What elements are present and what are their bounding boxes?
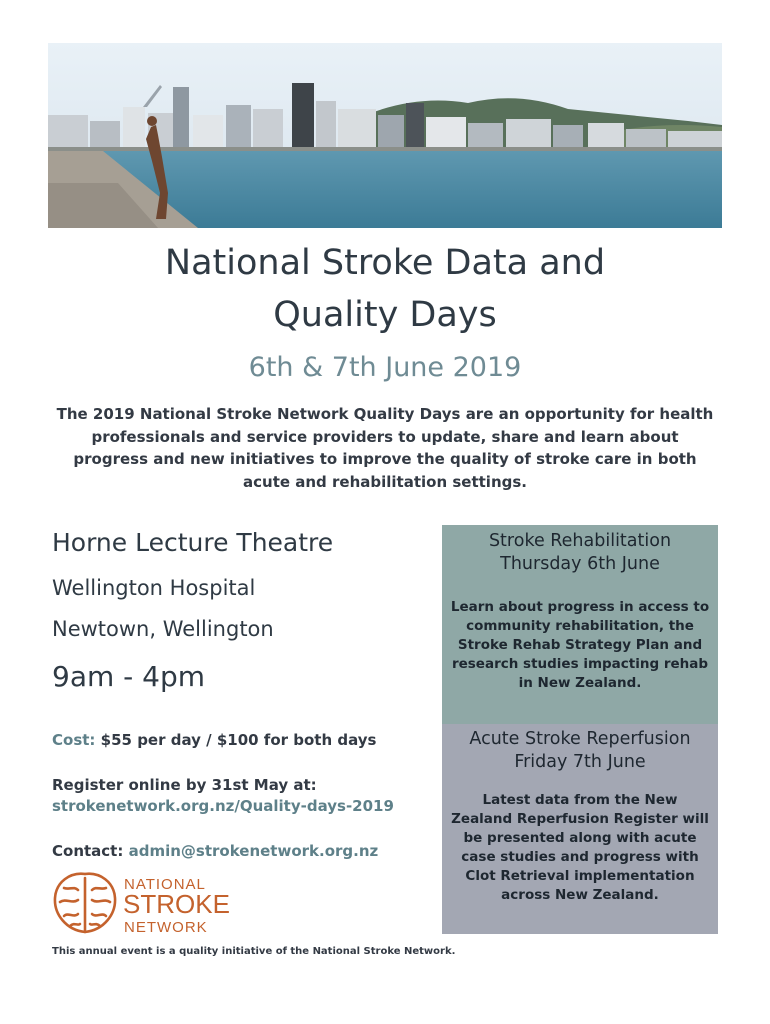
logo-line-3: NETWORK — [124, 919, 208, 936]
panel-rehab-title — [442, 530, 718, 576]
cost-label: Cost: — [52, 731, 96, 749]
panel-rehab-body: Learn about progress in access to community rehabilitation, the Stroke Rehab Strategy Plan and research studies impacting rehab in New Zealand. — [450, 599, 710, 691]
title-line-2: Quality Days — [273, 295, 497, 335]
cost-value: $55 per day / $100 for both days — [100, 731, 377, 749]
register-link[interactable]: strokenetwork.org.nz/Quality-days-2019 — [52, 797, 394, 815]
venue-hospital: Wellington Hospital — [52, 576, 256, 600]
panel-acute-body: Latest data from the New Zealand Reperfusion Register will be presented along with acute case studies and progress with Clot Retrieval implementation across New Zealand. — [451, 792, 709, 903]
brain-icon — [50, 868, 250, 938]
venue-name: Horne Lecture Theatre — [52, 528, 334, 557]
panel-stroke-rehabilitation — [442, 525, 718, 724]
panel-acute-stroke-reperfusion — [442, 724, 718, 934]
panel-acute-title-2: Friday 7th June — [514, 752, 646, 772]
contact-label: Contact: — [52, 842, 124, 860]
logo-line-2: STROKE — [123, 889, 230, 919]
event-time: 9am - 4pm — [52, 660, 206, 693]
venue-suburb: Newtown, Wellington — [52, 617, 274, 641]
panel-rehab-title-1: Stroke Rehabilitation — [488, 531, 672, 551]
event-dates: 6th & 7th June 2019 — [248, 352, 522, 383]
national-stroke-network-logo — [50, 868, 250, 938]
wellington-harbour-photo — [48, 43, 722, 228]
panel-acute-title — [442, 728, 718, 774]
hero-image — [48, 43, 722, 228]
event-title — [0, 237, 770, 341]
logo-line-1: NATIONAL — [124, 876, 206, 893]
cost-info — [52, 731, 376, 749]
footer-note: This annual event is a quality initiative of the National Stroke Network. — [52, 946, 456, 957]
contact-email-link[interactable]: admin@strokenetwork.org.nz — [128, 842, 379, 860]
title-line-1: National Stroke Data and — [164, 243, 606, 283]
panel-acute-title-1: Acute Stroke Reperfusion — [469, 729, 691, 749]
panel-rehab-title-2: Thursday 6th June — [500, 554, 660, 574]
register-text: Register online by 31st May at: — [52, 776, 317, 794]
intro-paragraph: The 2019 National Stroke Network Quality Days are an opportunity for health professionals and service providers to update, share and learn about progress and new initiatives to improve the quality of stroke care in both acute and rehabilitation settings. — [56, 405, 714, 491]
contact-info — [52, 842, 378, 860]
